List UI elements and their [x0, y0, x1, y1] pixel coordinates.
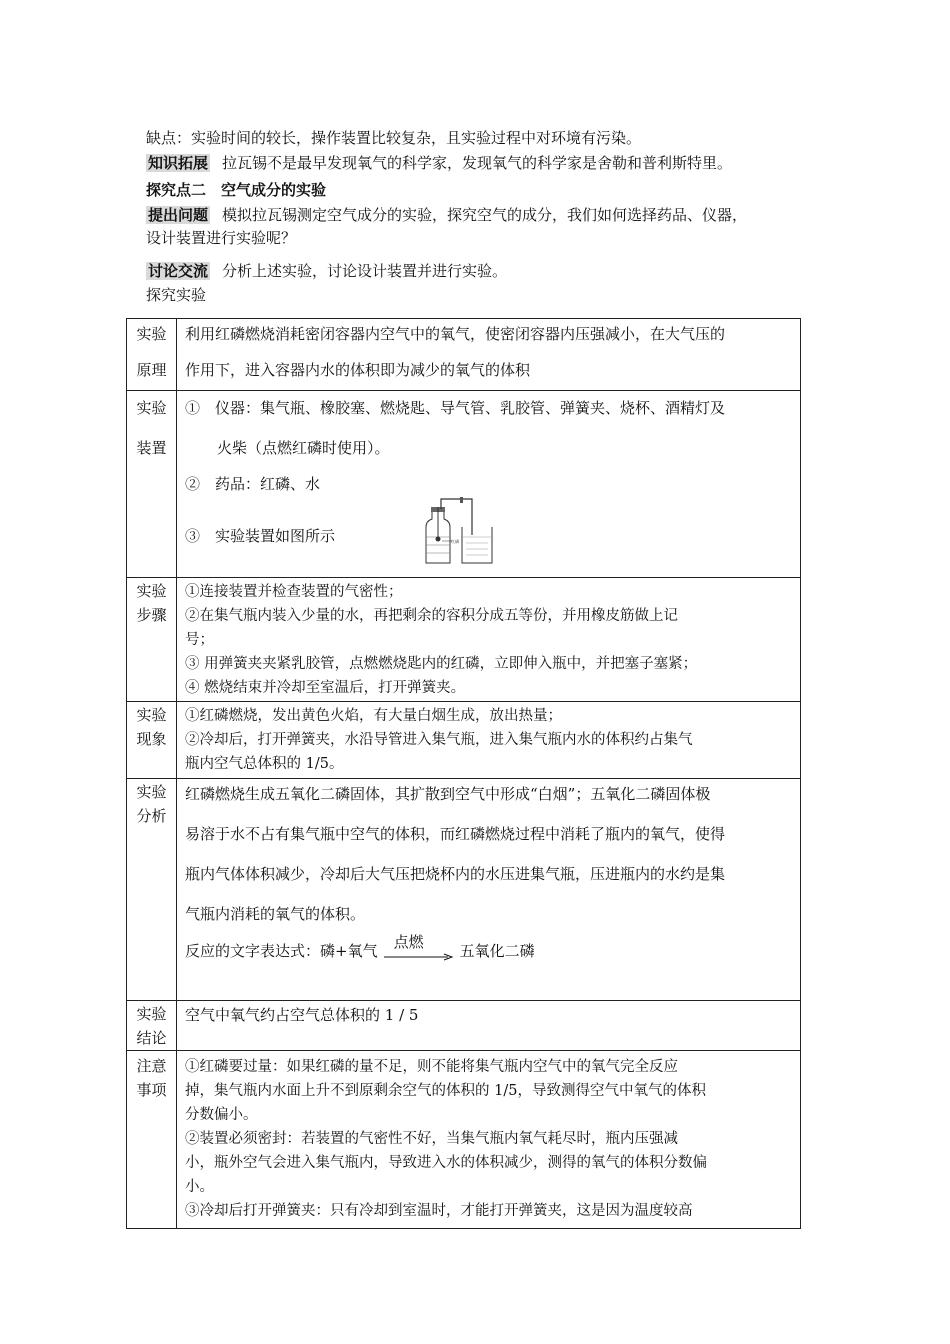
equation-reactants: 反应的文字表达式：磷+氧气 — [185, 942, 378, 960]
explore-label: 探究实验 — [146, 286, 207, 304]
knowledge-text: 拉瓦锡不是最早发现氧气的科学家，发现氧气的科学家是舍勒和普利斯特里。 — [222, 154, 733, 172]
analysis-content: 红磷燃烧生成五氧化二磷固体，其扩散到空气中形成“白烟”；五氧化二磷固体极 易溶于水不占有集气瓶中空气的体积，而红磷燃烧过程中消耗了瓶内的氧气，使得 瓶内气体体积减少，冷却后大气压把烧杯内的水压进集气瓶，压进瓶内的水约是集 气瓶内消耗的氧气的体积。 反应的文字表达式：磷+氧气 点燃 五氧化二磷 — [177, 779, 801, 1001]
apparatus-figure — [420, 497, 500, 577]
notes-row — [127, 1051, 801, 1229]
conclusion-row — [127, 1001, 801, 1051]
principle-label: 实验 原理 — [127, 319, 177, 391]
equation-condition: 点燃 — [393, 933, 424, 951]
knowledge-tag: 知识拓展 — [148, 154, 209, 172]
equation — [185, 931, 535, 965]
discuss-text: 分析上述实验，讨论设计装置并进行实验。 — [222, 262, 508, 280]
equation-product: 五氧化二磷 — [459, 942, 535, 960]
section-title: 探究点二 空气成分的实验 — [146, 181, 327, 199]
phenomenon-row — [127, 702, 801, 779]
drawback-text: 缺点：实验时间的较长，操作装置比较复杂，且实验过程中对环境有污染。 — [146, 129, 642, 147]
principle-content: 利用红磷燃烧消耗密闭容器内空气中的氧气，使密闭容器内压强减小，在大气压的 作用下，进入容器内水的体积即为减少的氧气的体积 — [177, 319, 801, 391]
analysis-row — [127, 779, 801, 1001]
apparatus-figure-label: 红磷 — [450, 539, 459, 544]
discuss-paragraph — [146, 261, 507, 281]
principle-row — [127, 319, 801, 391]
notes-content: ①红磷要过量：如果红磷的量不足，则不能将集气瓶内空气中的氧气完全反应 掉，集气瓶内水面上升不到原剩余空气的体积的 1/5，导致测得空气中氧气的体积 分数偏小。 ②装置必须密封：若装置的气密性不好，当集气瓶内氧气耗尽时，瓶内压强减 小，瓶外空气会进入集气瓶内，导致进入水的体积减少，测得的氧气的体积分数偏 小。 ③冷却后打开弹簧夹：只有冷却到室温时，才能打开弹簧夹，这是因为温度较高 — [177, 1051, 801, 1229]
apparatus-content: ① 仪器：集气瓶、橡胶塞、燃烧匙、导气管、乳胶管、弹簧夹、烧杯、酒精灯及 火柴（点燃红磷时使用）。 ② 药品：红磷、水 ③ 实验装置如图所示 红磷 — [177, 391, 801, 578]
question-paragraph — [146, 205, 747, 225]
knowledge-paragraph — [146, 153, 732, 173]
steps-label: 实验 步骤 — [127, 578, 177, 702]
discuss-tag: 讨论交流 — [148, 262, 209, 280]
phenomenon-content: ①红磷燃烧，发出黄色火焰，有大量白烟生成，放出热量； ②冷却后，打开弹簧夹，水沿导管进入集气瓶，进入集气瓶内水的体积约占集气 瓶内空气总体积的 1/5。 — [177, 702, 801, 779]
conclusion-label: 实验 结论 — [127, 1001, 177, 1051]
apparatus-diagram-icon — [420, 497, 500, 567]
analysis-label: 实验 分析 — [127, 779, 177, 1001]
apparatus-line-4: ③ 实验装置如图所示 红磷 — [185, 497, 794, 577]
arrow-right-icon — [384, 953, 454, 961]
notes-label: 注意 事项 — [127, 1051, 177, 1229]
steps-content: ①连接装置并检查装置的气密性； ②在集气瓶内装入少量的水，再把剩余的容积分成五等份，并用橡皮筋做上记 号； ③ 用弹簧夹夹紧乳胶管，点燃燃烧匙内的红磷，立即伸入瓶中，并把塞子塞紧； ④ 燃烧结束并冷却至室温后，打开弹簧夹。 — [177, 578, 801, 702]
question-text-1: 模拟拉瓦锡测定空气成分的实验，探究空气的成分，我们如何选择药品、仪器， — [222, 206, 748, 224]
apparatus-row — [127, 391, 801, 578]
question-tag: 提出问题 — [148, 206, 209, 224]
conclusion-content: 空气中氧气约占空气总体积的 1 / 5 — [177, 1001, 801, 1051]
apparatus-label: 实验 装置 — [127, 391, 177, 578]
steps-row — [127, 578, 801, 702]
experiment-table — [126, 318, 801, 1229]
phenomenon-label: 实验 现象 — [127, 702, 177, 779]
equation-arrow — [384, 931, 454, 965]
question-text-2: 设计装置进行实验呢？ — [146, 229, 297, 247]
